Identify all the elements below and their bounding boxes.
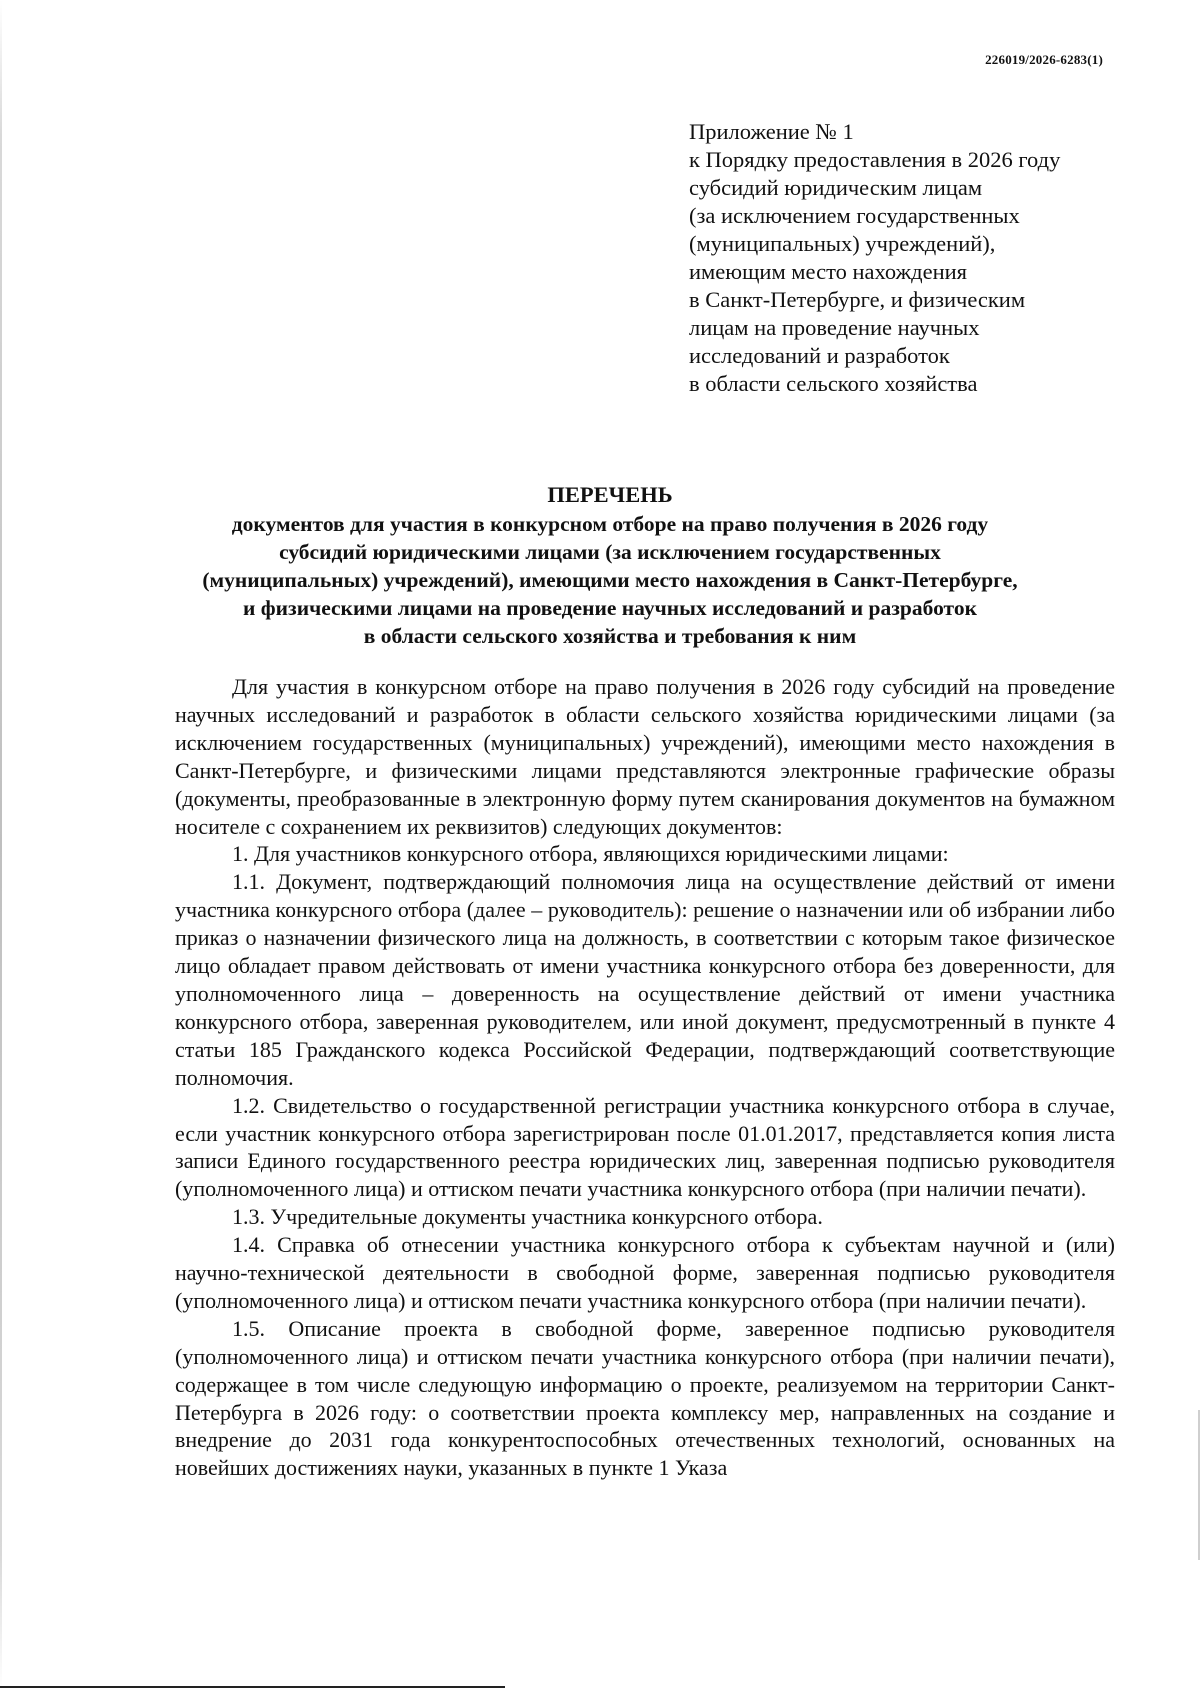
subtitle-line: и физическими лицами на проведение научных исследований и разработок — [243, 596, 977, 620]
item-1-5: 1.5. Описание проекта в свободной форме, заверенное подписью руководителя (уполномоченного лица) и оттиском печати участника конкурсного отбора (при наличии печати), содержащее в том числе следующую информацию о проекте, реализуемом на территории Санкт-Петербурга в 2026 году: о соответствии проекта комплексу мер, направленных на создание и внедрение до 2031 года конкурентоспособных отечественных технологий, основанных на новейших достижениях науки, указанных в пункте 1 Указа — [175, 1315, 1115, 1481]
subtitle-line: (муниципальных) учреждений), имеющими место нахождения в Санкт-Петербурге, — [202, 568, 1018, 592]
item-1-4: 1.4. Справка об отнесении участника конкурсного отбора к субъектам научной и (или) научно-технической деятельности в свободной форме, заверенная подписью руководителя (уполномоченного лица) и оттиском печати участника конкурсного отбора (при наличии печати). — [175, 1232, 1115, 1313]
appendix-line: Приложение № 1 — [689, 119, 854, 144]
document-body — [175, 673, 1115, 1482]
appendix-line: исследований и разработок — [689, 343, 950, 368]
document-number: 226019/2026-6283(1) — [985, 52, 1103, 67]
subtitle-line: субсидий юридическими лицами (за исключением государственных — [279, 540, 941, 564]
item-1-2: 1.2. Свидетельство о государственной регистрации участника конкурсного отбора в случае, если участник конкурсного отбора зарегистрирован после 01.01.2017, представляется копия листа записи Единого государственного реестра юридических лиц, заверенная подписью руководителя (уполномоченного лица) и оттиском печати участника конкурсного отбора (при наличии печати). — [175, 1092, 1115, 1202]
item-1-3: 1.3. Учредительные документы участника конкурсного отбора. — [232, 1204, 823, 1230]
appendix-line: лицам на проведение научных — [689, 315, 980, 340]
appendix-line: (муниципальных) учреждений), — [689, 231, 996, 256]
section-1-heading: 1. Для участников конкурсного отбора, являющихся юридическими лицами: — [232, 841, 949, 867]
item-1-1: 1.1. Документ, подтверждающий полномочия лица на осуществление действий от имени участника конкурсного отбора (далее – руководитель): решение о назначении или об избрании либо приказ о назначении физического лица на должность, в соответствии с которым такое физическое лицо обладает правом действовать от имени участника конкурсного отбора без доверенности, для уполномоченного лица – доверенность на осуществление действий от имени участника конкурсного отбора, заверенная руководителем, или иной документ, предусмотренный в пункте 4 статьи 185 Гражданского кодекса Российской Федерации, подтверждающий соответствующие полномочия. — [175, 869, 1115, 1090]
document-title-block — [140, 480, 1080, 650]
document-title: ПЕРЕЧЕНЬ — [547, 482, 673, 507]
subtitle-line: в области сельского хозяйства и требования к ним — [363, 624, 857, 648]
scan-edge-left — [0, 0, 2, 1690]
appendix-line: в Санкт-Петербурге, и физическим — [689, 287, 1026, 312]
appendix-line: в области сельского хозяйства — [689, 371, 978, 396]
scan-edge-bottom — [0, 1686, 505, 1688]
document-subtitle — [140, 510, 1080, 650]
appendix-line: (за исключением государственных — [689, 203, 1020, 228]
appendix-line: имеющим место нахождения — [689, 259, 968, 284]
appendix-line: к Порядку предоставления в 2026 году — [689, 147, 1061, 172]
appendix-header — [689, 118, 1109, 398]
appendix-line: субсидий юридическим лицам — [689, 175, 983, 200]
subtitle-line: документов для участия в конкурсном отборе на право получения в 2026 году — [231, 512, 989, 536]
intro-paragraph: Для участия в конкурсном отборе на право получения в 2026 году субсидий на проведение научных исследований и разработок в области сельского хозяйства юридическими лицами (за исключением государственных (муниципальных) учреждений), имеющими место нахождения в Санкт-Петербурге, и физическими лицами представляются электронные графические образы (документы, преобразованные в электронную форму путем сканирования документов на бумажном носителе с сохранением их реквизитов) следующих документов: — [175, 674, 1115, 839]
